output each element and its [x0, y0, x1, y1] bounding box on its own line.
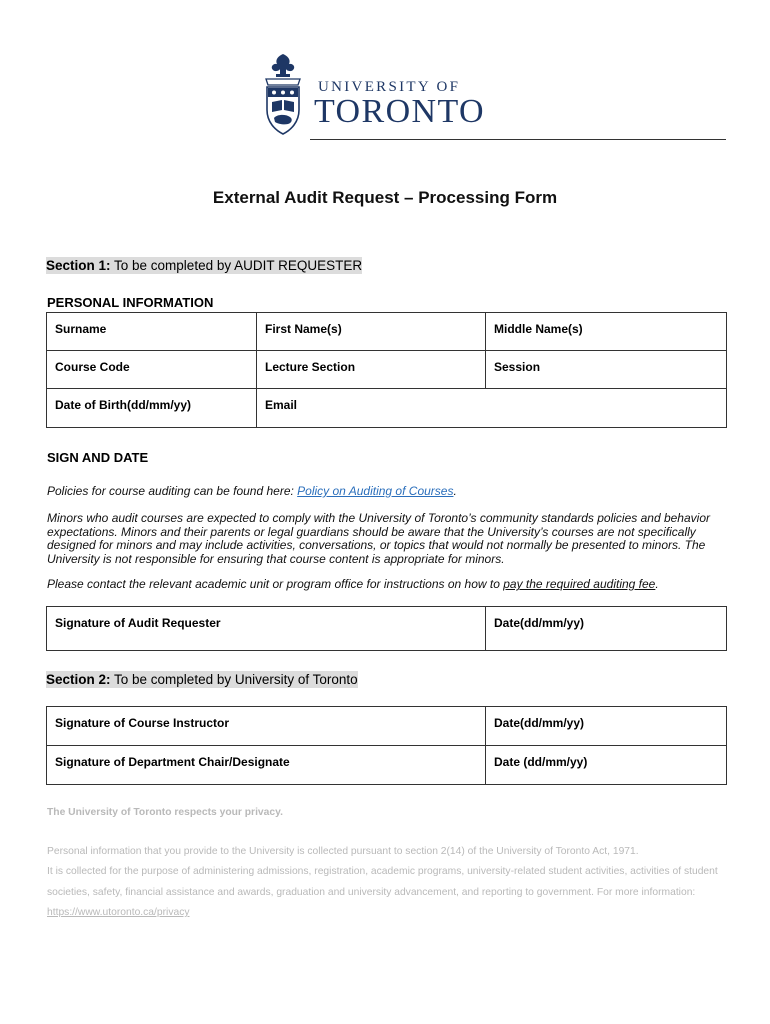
section1-heading	[46, 257, 362, 274]
section2-text: To be completed by University of Toronto	[110, 672, 358, 687]
section2-heading	[46, 671, 358, 688]
table-row	[47, 351, 727, 389]
contact-suffix: .	[655, 577, 659, 591]
field-label: Session	[494, 360, 541, 374]
brand-toronto: TORONTO	[314, 93, 486, 130]
first-name-field[interactable]	[257, 313, 486, 351]
field-label: Date of Birth(dd/mm/yy)	[55, 398, 192, 412]
section1-label: Section 1:	[46, 258, 111, 273]
field-label: Lecture Section	[265, 360, 356, 374]
personal-info-table	[46, 312, 727, 428]
field-label: Course Code	[55, 360, 130, 374]
table-row	[47, 707, 727, 746]
field-label: Signature of Audit Requester	[55, 616, 221, 630]
field-label: First Name(s)	[265, 322, 342, 336]
privacy-link[interactable]: https://www.utoronto.ca/privacy	[47, 906, 190, 918]
contact-paragraph	[47, 578, 727, 592]
chair-signature-field[interactable]	[47, 746, 486, 785]
requester-signature-table	[46, 606, 727, 651]
chair-date-field[interactable]	[486, 746, 727, 785]
policy-paragraph	[47, 485, 727, 499]
field-label: Signature of Course Instructor	[55, 716, 230, 730]
course-code-field[interactable]	[47, 351, 257, 389]
privacy-line2	[47, 862, 737, 923]
policy-link[interactable]: Policy on Auditing of Courses	[297, 484, 454, 498]
sign-date-heading: SIGN AND DATE	[47, 450, 149, 465]
field-label: Surname	[55, 322, 107, 336]
field-label: Date (dd/mm/yy)	[494, 755, 588, 769]
requester-date-field[interactable]	[486, 607, 727, 651]
university-signature-table	[46, 706, 727, 785]
privacy-line1: Personal information that you provide to the University is collected pursuant to section 2(14) of the University of Toronto Act, 1971.	[47, 846, 639, 857]
page-header	[0, 0, 770, 142]
field-label: Signature of Department Chair/Designate	[55, 755, 290, 769]
session-field[interactable]	[486, 351, 727, 389]
section2-label: Section 2:	[46, 672, 111, 687]
header-divider	[310, 139, 726, 140]
email-field[interactable]	[257, 389, 727, 428]
personal-info-heading: PERSONAL INFORMATION	[47, 295, 214, 310]
field-label: Email	[265, 398, 298, 412]
privacy-line2-text: It is collected for the purpose of administering admissions, registration, academic programs, university-related student activities, activities of student societies, safety, financial assistance and awards, graduation and university advancement, and reporting to government. For more information:	[47, 866, 718, 898]
table-row	[47, 607, 727, 651]
requester-signature-field[interactable]	[47, 607, 486, 651]
contact-prefix: Please contact the relevant academic unit or program office for instructions on how to	[47, 577, 504, 591]
privacy-title: The University of Toronto respects your privacy.	[47, 807, 283, 818]
table-row	[47, 746, 727, 785]
form-title: External Audit Request – Processing Form	[212, 188, 558, 207]
field-label: Date(dd/mm/yy)	[494, 616, 585, 630]
instructor-date-field[interactable]	[486, 707, 727, 746]
middle-name-field[interactable]	[486, 313, 727, 351]
field-label: Date(dd/mm/yy)	[494, 716, 585, 730]
lecture-section-field[interactable]	[257, 351, 486, 389]
minors-paragraph: Minors who audit courses are expected to comply with the University of Toronto’s community standards policies and behavior expectations. Minors and their parents or legal guardians should be aware that the University’s courses are not specifically designed for minors and may include activities, conversations, or topics that would not normally be presented to minors. The University is not responsible for ensuring that course content is appropriate for minors.	[47, 511, 710, 566]
table-row	[47, 313, 727, 351]
table-row	[47, 389, 727, 428]
brand-university-of: UNIVERSITY OF	[318, 79, 461, 95]
date-of-birth-field[interactable]	[47, 389, 257, 428]
policy-prefix: Policies for course auditing can be found here:	[47, 484, 298, 498]
policy-suffix: .	[453, 484, 457, 498]
university-crest-icon	[262, 52, 304, 136]
section1-text: To be completed by AUDIT REQUESTER	[110, 258, 363, 273]
instructor-signature-field[interactable]	[47, 707, 486, 746]
auditing-fee-link[interactable]: pay the required auditing fee	[503, 577, 656, 591]
field-label: Middle Name(s)	[494, 322, 583, 336]
surname-field[interactable]	[47, 313, 257, 351]
privacy-body	[47, 842, 737, 923]
